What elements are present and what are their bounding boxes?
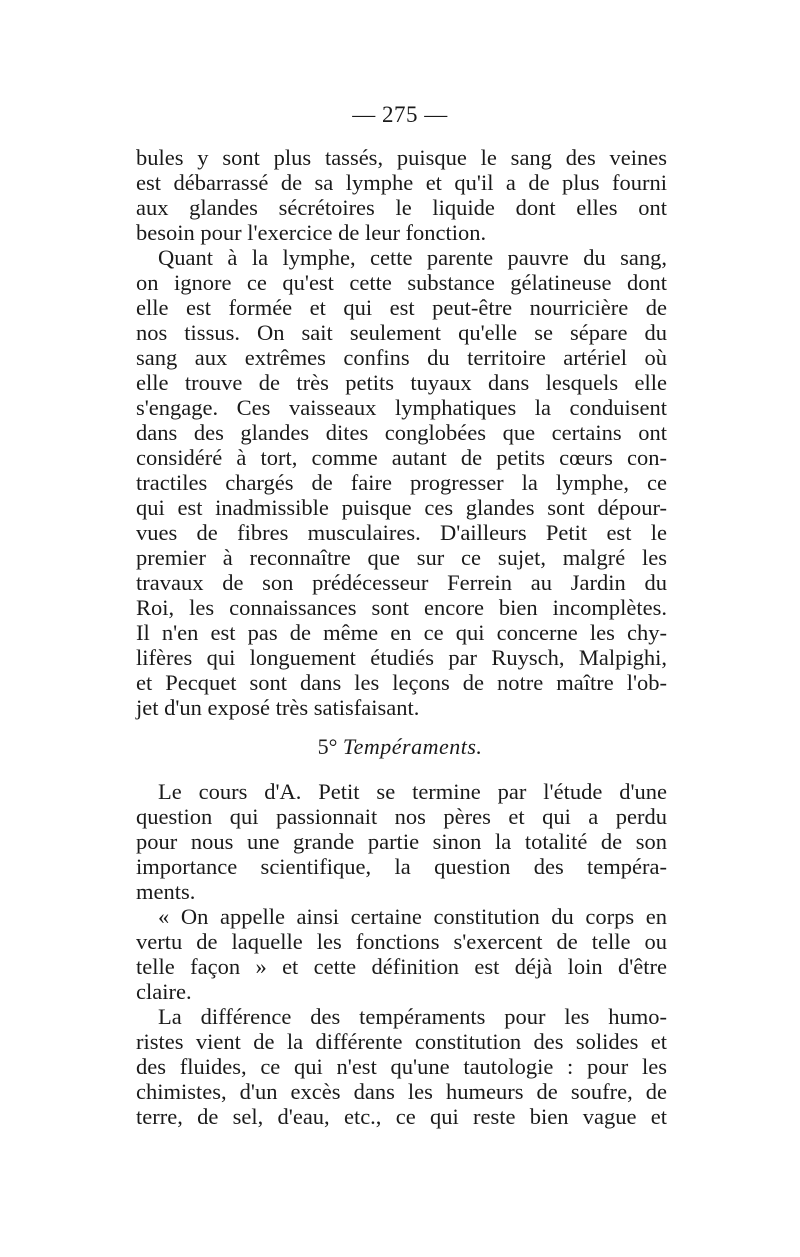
text-line: on ignore ce qu'est cette substance gélatineuse dont <box>136 270 667 295</box>
section-title: Tempéraments. <box>342 734 483 759</box>
paragraph <box>136 245 667 720</box>
text-line: aux glandes sécrétoires le liquide dont elles ont <box>136 195 667 220</box>
text-line: ments. <box>136 879 196 904</box>
paragraph <box>136 904 667 1004</box>
text-line: elle trouve de très petits tuyaux dans lesquels elle <box>136 370 667 395</box>
text-line: vertu de laquelle les fonctions s'exercent de telle ou <box>136 929 667 954</box>
text-line: Le cours d'A. Petit se termine par l'étude d'une <box>158 779 667 804</box>
text-line: sang aux extrêmes confins du territoire artériel où <box>136 345 667 370</box>
text-line: s'engage. Ces vaisseaux lymphatiques la conduisent <box>136 395 667 420</box>
text-line: elle est formée et qui est peut-être nourricière de <box>136 295 667 320</box>
text-line: « On appelle ainsi certaine constitution du corps en <box>158 904 667 929</box>
text-line: claire. <box>136 979 192 1004</box>
text-line: La différence des tempéraments pour les humo- <box>158 1004 667 1029</box>
text-line: tractiles chargés de faire progresser la lymphe, ce <box>136 470 667 495</box>
text-line: importance scientifique, la question des tempéra- <box>136 854 667 879</box>
text-line: bules y sont plus tassés, puisque le sang des veines <box>136 145 667 170</box>
text-line: vues de fibres musculaires. D'ailleurs Petit est le <box>136 520 667 545</box>
text-line: pour nous une grande partie sinon la totalité de son <box>136 829 667 854</box>
text-line: jet d'un exposé très satisfaisant. <box>136 695 420 720</box>
section-number: 5° <box>317 734 338 759</box>
text-line: est débarrassé de sa lymphe et qu'il a de plus fourni <box>136 170 667 195</box>
body-text-upper <box>136 145 667 720</box>
section-heading <box>0 733 800 761</box>
text-line: travaux de son prédécesseur Ferrein au Jardin du <box>136 570 667 595</box>
text-line: considéré à tort, comme autant de petits cœurs con- <box>136 445 667 470</box>
text-line: lifères qui longuement étudiés par Ruysch, Malpighi, <box>136 645 667 670</box>
text-line: des fluides, ce qui n'est qu'une tautologie : pour les <box>136 1054 667 1079</box>
text-line: question qui passionnait nos pères et qui a perdu <box>136 804 667 829</box>
text-line: premier à reconnaître que sur ce sujet, malgré les <box>136 545 667 570</box>
text-line: telle façon » et cette définition est déjà loin d'être <box>136 954 667 979</box>
text-line: dans des glandes dites conglobées que certains ont <box>136 420 667 445</box>
text-line: nos tissus. On sait seulement qu'elle se sépare du <box>136 320 667 345</box>
paragraph <box>136 779 667 904</box>
page-number: — 275 — <box>352 102 448 127</box>
text-line: besoin pour l'exercice de leur fonction. <box>136 220 487 245</box>
body-text-lower <box>136 779 667 1129</box>
text-line: chimistes, d'un excès dans les humeurs de soufre, de <box>136 1079 667 1104</box>
text-line: qui est inadmissible puisque ces glandes sont dépour- <box>136 495 667 520</box>
paragraph <box>136 145 667 245</box>
text-line: Roi, les connaissances sont encore bien incomplètes. <box>136 595 667 620</box>
paragraph <box>136 1004 667 1129</box>
text-line: Quant à la lymphe, cette parente pauvre du sang, <box>158 245 667 270</box>
text-line: terre, de sel, d'eau, etc., ce qui reste bien vague et <box>136 1104 667 1129</box>
text-line: et Pecquet sont dans les leçons de notre maître l'ob- <box>136 670 667 695</box>
text-line: ristes vient de la différente constitution des solides et <box>136 1029 667 1054</box>
text-line: Il n'en est pas de même en ce qui concerne les chy- <box>136 620 667 645</box>
